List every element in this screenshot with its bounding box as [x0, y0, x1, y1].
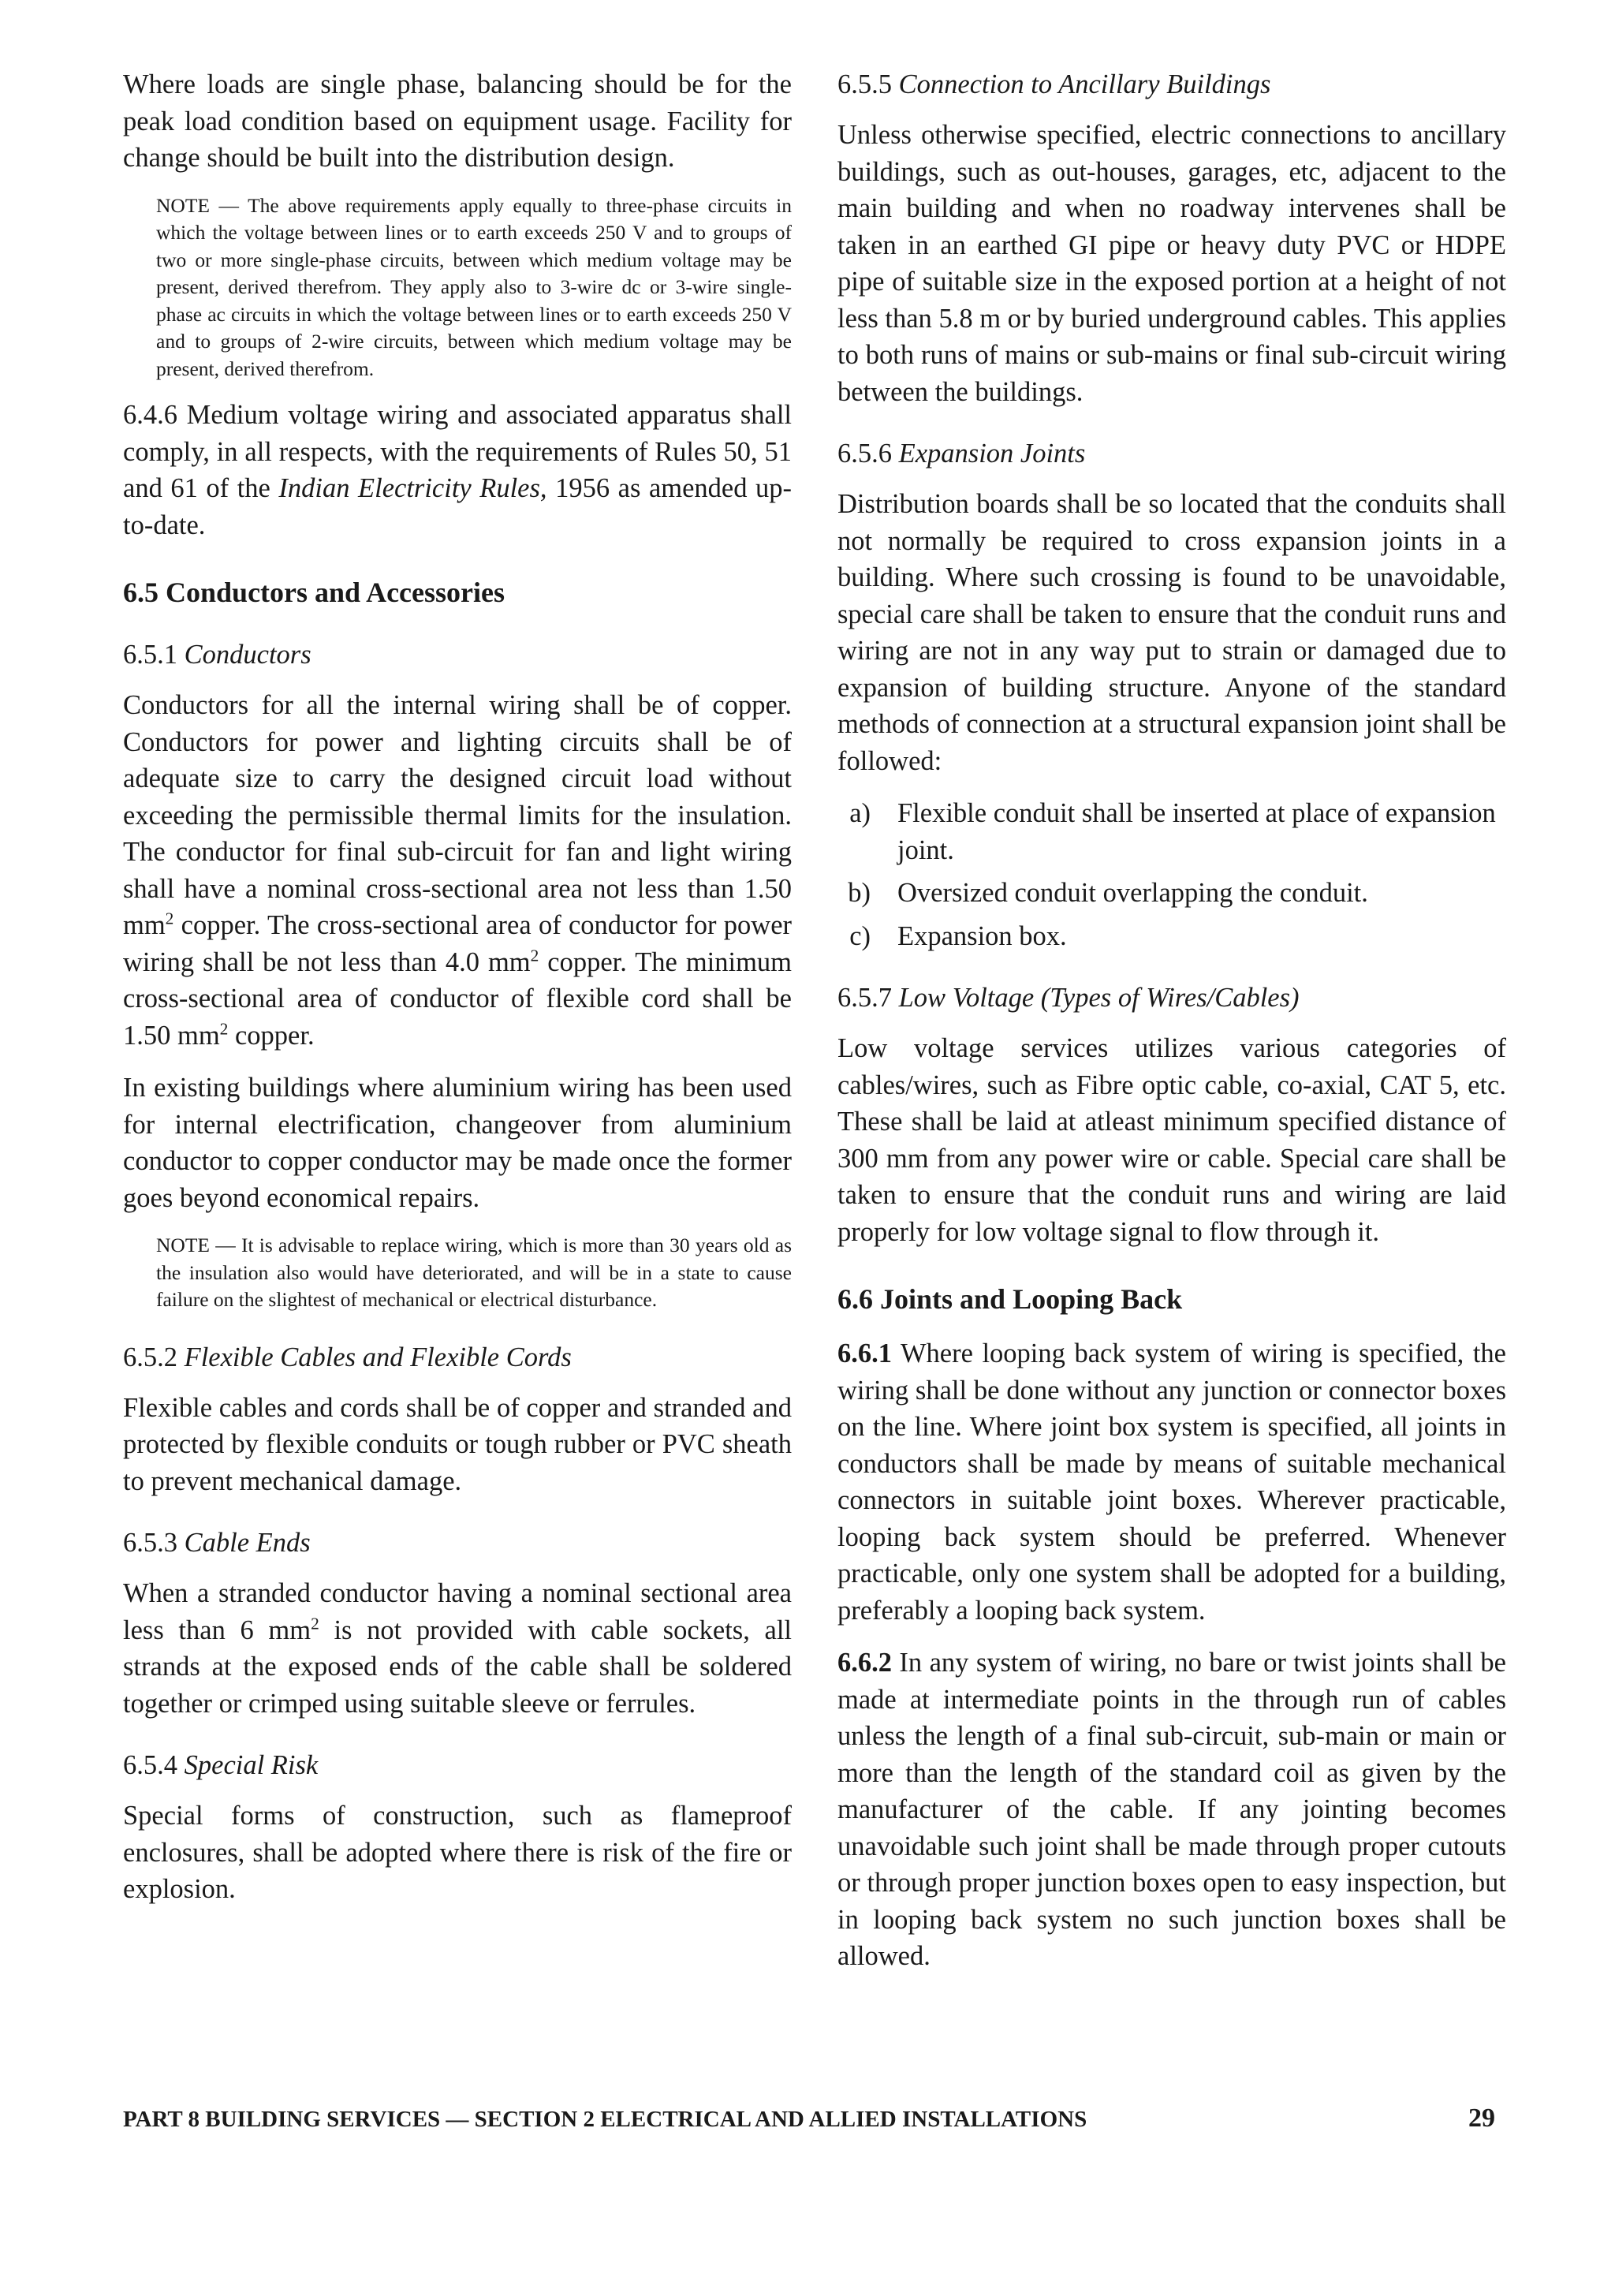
rules-title: Indian Electricity Rules, [278, 473, 547, 503]
subsection-heading-6-5-1: 6.5.1 Conductors [123, 640, 311, 670]
subsection-heading-6-5-5: 6.5.5 Connection to Ancillary Buildings [837, 69, 1271, 99]
subsection-heading-6-5-2: 6.5.2 Flexible Cables and Flexible Cords [123, 1342, 572, 1372]
paragraph-special-risk: Special forms of construction, such as flameproof enclosures, shall be adopted where there is risk of the fire or explosion. [123, 1801, 792, 1904]
paragraph-single-phase-loads: Where loads are single phase, balancing should be for the peak load condition based on equipment usage. Facility for change should be built into the distribution design. [123, 69, 792, 173]
paragraph-low-voltage: Low voltage services utilizes various categories of cables/wires, such as Fibre optic cable, co-axial, CAT 5, etc. These shall be laid at atleast minimum specified distance of 300 mm from any power wire or cable. Special care shall be taken to ensure that the conduit runs and wiring are laid properly for low voltage signal to flow through it. [837, 1033, 1506, 1247]
subsection-heading-6-5-7: 6.5.7 Low Voltage (Types of Wires/Cables) [837, 983, 1300, 1013]
subsection-heading-6-5-3: 6.5.3 Cable Ends [123, 1528, 311, 1558]
expansion-methods-list [837, 795, 1506, 954]
right-column [837, 66, 1506, 1991]
paragraph-6-6-1: 6.6.1 Where looping back system of wiring is specified, the wiring shall be done without any junction or connector boxes on the line. Where joint box system is specified, all joints in conductors shall be made by means of suitable mechanical connectors in suitable joint boxes. Wherever practicable, looping back system should be preferred. Whenever practicable, only one system shall be adopted for a building, preferably a looping back system. [837, 1338, 1506, 1626]
paragraph-existing-buildings: In existing buildings where aluminium wiring has been used for internal electrification, changeover from aluminium conductor to copper conductor may be made once the former goes beyond economical repairs. [123, 1073, 792, 1213]
page-footer [123, 2103, 1495, 2135]
paragraph-ancillary-buildings: Unless otherwise specified, electric connections to ancillary buildings, such as out-houses, garages, etc, adjacent to the main building and when no roadway intervenes shall be taken in an earthed GI pipe or heavy duty PVC or HDPE pipe of suitable size in the exposed portion at a height of not less than 5.8 m or by buried underground cables. This applies to both runs of mains or sub-mains or final sub-circuit wiring between the buildings. [837, 120, 1506, 407]
section-heading-6-5: 6.5 Conductors and Accessories [123, 577, 505, 608]
left-column [123, 66, 792, 1924]
paragraph-flexible-cables: Flexible cables and cords shall be of copper and stranded and protected by flexible conduits or tough rubber or PVC sheath to prevent mechanical damage. [123, 1392, 792, 1496]
list-item: b) Oversized conduit overlapping the conduit. [848, 878, 1368, 908]
clause-number: 6.4.6 [123, 400, 177, 430]
page-number: 29 [1468, 2104, 1495, 2133]
paragraph-cable-ends: When a stranded conductor having a nominal sectional area less than 6 $mm^2$ is not provided with cable sockets, all strands at the exposed ends of the cable shall be soldered together or crimped using suitable sleeve or ferrules. [123, 1578, 792, 1719]
list-item: c) Expansion box. [849, 920, 1067, 951]
paragraph-expansion-joints: Distribution boards shall be so located that the conduits shall not normally be required to cross expansion joints in a building. Where such crossing is found to be unavoidable, special care shall be taken to ensure that the conduit runs and wiring are not in any way put to strain or damaged due to expansion of building structure. Anyone of the standard methods of connection at a structural expansion joint shall be followed: [837, 489, 1506, 776]
paragraph-6-6-2: 6.6.2 In any system of wiring, no bare or twist joints shall be made at intermediate points in the through run of cables unless the length of a final sub-circuit, sub-main or main or more than the length of the standard coil as given by the manufacturer of the cable. If any jointing becomes unavoidable such joint shall be made through proper cutouts or through proper junction boxes open to easy inspection, but in looping back system no such junction boxes shall be allowed. [837, 1648, 1506, 1971]
paragraph-6-4-6: 6.4.6 Medium voltage wiring and associated apparatus shall comply, in all respects, with the requirements of Rules 50, 51 and 61 of the Indian Electricity Rules, 1956 as amended up-to-date. [123, 400, 793, 540]
paragraph-conductors: Conductors for all the internal wiring shall be of copper. Conductors for power and lighting circuits shall be of adequate size to carry the designed circuit load without exceeding the permissible thermal limits for the insulation. The conductor for final sub-circuit for fan and light wiring shall have a nominal cross-sectional area not less than 1.50 $mm^2$ copper. The cross-sectional area of conductor for power wiring shall be not less than 4.0 $mm^2$ copper. The minimum cross-sectional area of conductor of flexible cord shall be 1.50 $mm^2$ copper. [123, 690, 792, 1051]
list-item: a) Flexible conduit shall be inserted at place of expansion joint. [849, 798, 1496, 865]
subsection-heading-6-5-6: 6.5.6 Expansion Joints [837, 439, 1086, 469]
section-heading-6-6: 6.6 Joints and Looping Back [837, 1283, 1183, 1315]
subsection-heading-6-5-4: 6.5.4 Special Risk [123, 1750, 319, 1780]
footer-title: PART 8 BUILDING SERVICES — SECTION 2 ELECTRICAL AND ALLIED INSTALLATIONS [123, 2107, 1087, 2132]
note-three-phase: NOTE — The above requirements apply equally to three-phase circuits in which the voltage between lines or to earth exceeds 250 V and to groups of two or more single-phase circuits, between which medium voltage may be present, derived therefrom. They apply also to 3-wire dc or 3-wire single-phase ac circuits in which the voltage between lines or to earth exceeds 250 V and to groups of 2-wire circuits, between which medium voltage may be present, derived therefrom. [156, 193, 792, 380]
note-replace-wiring: NOTE — It is advisable to replace wiring, which is more than 30 years old as the insulation also would have deteriorated, and will be in a state to cause failure on the slightest of mechanical or electrical disturbance. [156, 1234, 792, 1311]
